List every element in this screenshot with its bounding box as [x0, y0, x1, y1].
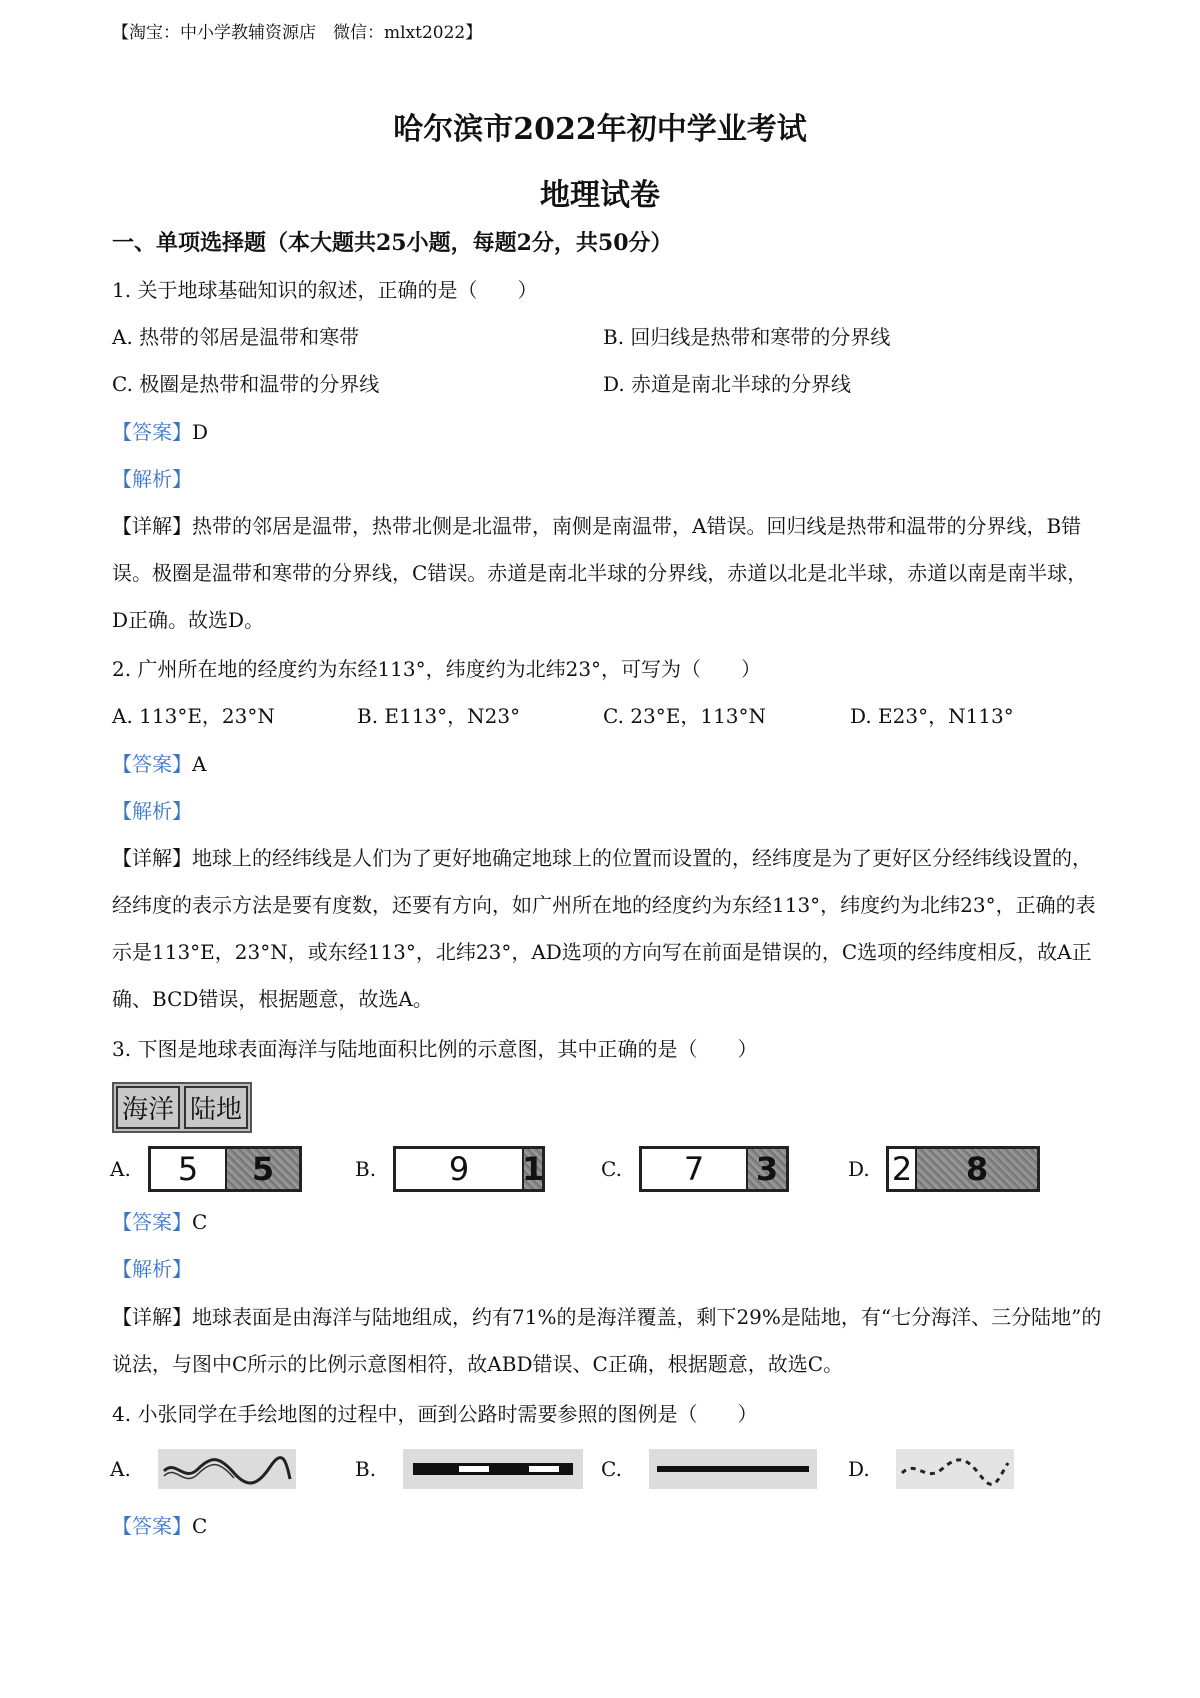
ratio-land: 5 [225, 1149, 299, 1189]
ratio-land: 3 [746, 1149, 786, 1189]
seasonal-river-legend-icon [896, 1449, 1014, 1489]
answer-value: C [192, 1210, 208, 1234]
detail-tag: 【详解】 [112, 514, 192, 538]
river-legend-icon [158, 1449, 296, 1489]
exam-title: 哈尔滨市2022年初中学业考试 [393, 112, 807, 147]
ratio-bar [393, 1146, 545, 1192]
legend-land: 陆地 [184, 1086, 248, 1129]
ratio-land: 1 [521, 1150, 545, 1188]
q4-answer [112, 1512, 207, 1540]
q1-option-c: C. 极圈是热带和温带的分界线 [112, 372, 380, 396]
exam-subtitle: 地理试卷 [540, 178, 660, 213]
q1-analysis-tag: 【解析】 [112, 467, 192, 491]
q3-answer [112, 1208, 207, 1236]
answer-tag: 【答案】 [112, 752, 192, 776]
ratio-bar [148, 1146, 302, 1192]
detail-tag: 【详解】 [112, 846, 192, 870]
q4-stem: 4. 小张同学在手绘地图的过程中，画到公路时需要参照的图例是（ ） [112, 1402, 758, 1426]
q2-stem: 2. 广州所在地的经度约为东经113°，纬度约为北纬23°，可写为（ ） [112, 657, 762, 681]
answer-tag: 【答案】 [112, 1514, 192, 1538]
answer-tag: 【答案】 [112, 1210, 192, 1234]
q1-option-d: D. 赤道是南北半球的分界线 [603, 372, 852, 396]
answer-value: A [192, 752, 207, 776]
q2-option-c: C. 23°E，113°N [603, 704, 767, 728]
q1-stem: 1. 关于地球基础知识的叙述，正确的是（ ） [112, 278, 538, 302]
q2-option-b: B. E113°，N23° [357, 704, 521, 728]
q2-option-d: D. E23°，N113° [850, 704, 1014, 728]
answer-value: C [192, 1514, 208, 1538]
q3-analysis-tag: 【解析】 [112, 1257, 192, 1281]
q3-option-a: A. 5 5 [110, 1146, 302, 1192]
q3-option-b: B. 9 1 [355, 1146, 545, 1192]
answer-value: D [192, 420, 209, 444]
road-legend-icon [649, 1449, 817, 1489]
q3-option-c: C. 7 3 [601, 1146, 789, 1192]
ratio-ocean: 5 [151, 1149, 225, 1189]
ratio-ocean: 9 [396, 1149, 522, 1189]
ratio-bar [886, 1146, 1040, 1192]
q4-option-b: B. [355, 1447, 583, 1491]
q4-option-d: D. [848, 1447, 1014, 1491]
detail-tag: 【详解】 [112, 1305, 192, 1329]
ratio-bar [639, 1146, 789, 1192]
ratio-land: 8 [915, 1149, 1037, 1189]
q1-option-b: B. 回归线是热带和寒带的分界线 [603, 325, 891, 349]
q4-option-a: A. [110, 1447, 296, 1491]
q2-option-a: A. 113°E，23°N [112, 704, 275, 728]
q1-detail [112, 503, 1102, 644]
q4-option-c: C. [601, 1447, 817, 1491]
railway-legend-icon [403, 1449, 583, 1489]
q2-analysis-tag: 【解析】 [112, 799, 192, 823]
detail-text: 地球上的经纬线是人们为了更好地确定地球上的位置而设置的，经纬度是为了更好区分经纬线设置的，经纬度的表示方法是要有度数，还要有方向，如广州所在地的经度约为东经113°，纬度约为北纬23°，正确的表示是113°E，23°N，或东经113°，北纬23°，AD选项的方向写在前面是错误的，C选项的经纬度相反，故A正确、BCD错误，根据题意，故选A。 [112, 846, 1096, 1011]
detail-text: 热带的邻居是温带，热带北侧是北温带，南侧是南温带，A错误。回归线是热带和温带的分界线，B错误。极圈是温带和寒带的分界线，C错误。赤道是南北半球的分界线，赤道以北是北半球，赤道以南是南半球，D正确。故选D。 [112, 514, 1088, 632]
ratio-ocean: 2 [889, 1149, 915, 1189]
q3-detail [112, 1294, 1102, 1388]
detail-text: 地球表面是由海洋与陆地组成，约有71%的是海洋覆盖，剩下29%是陆地，有“七分海洋、三分陆地”的说法，与图中C所示的比例示意图相符，故ABD错误、C正确，根据题意，故选C。 [112, 1305, 1102, 1376]
section-heading: 一、单项选择题（本大题共25小题，每题2分，共50分） [112, 230, 673, 256]
answer-tag: 【答案】 [112, 420, 192, 444]
legend-ocean: 海洋 [116, 1086, 180, 1129]
q3-option-d: D. 2 8 [848, 1146, 1040, 1192]
q1-answer [112, 418, 208, 446]
q3-stem: 3. 下图是地球表面海洋与陆地面积比例的示意图，其中正确的是（ ） [112, 1037, 758, 1061]
ocean-land-legend [112, 1082, 252, 1133]
q2-answer [112, 750, 206, 778]
ratio-ocean: 7 [642, 1149, 746, 1189]
q1-option-a: A. 热带的邻居是温带和寒带 [112, 325, 360, 349]
header-note: 【淘宝：中小学教辅资源店 微信：mlxt2022】 [112, 23, 483, 43]
q2-detail [112, 835, 1102, 1023]
